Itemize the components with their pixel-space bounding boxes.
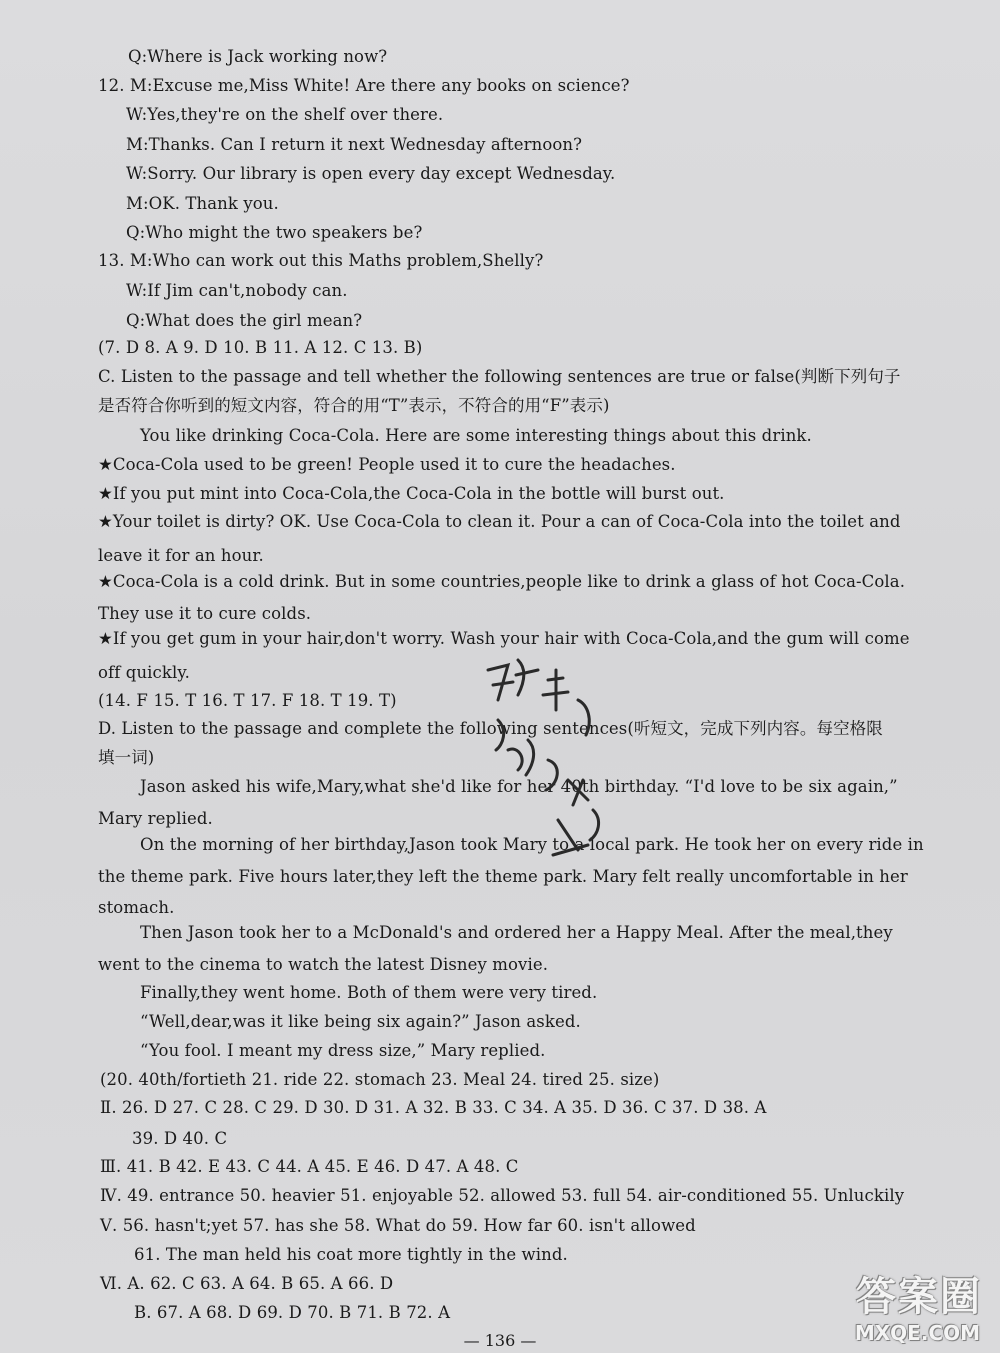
text-line: W:If Jim can't,nobody can. (126, 281, 348, 300)
text-line: C. Listen to the passage and tell whether the following sentences are true or false(判断下列句子 (98, 367, 901, 386)
text-line: W:Sorry. Our library is open every day except Wednesday. (126, 164, 616, 183)
text-line: “Well,dear,was it like being six again?” Jason asked. (140, 1012, 581, 1031)
text-line: Then Jason took her to a McDonald's and ordered her a Happy Meal. After the meal,they (140, 923, 893, 942)
text-line: Q:Who might the two speakers be? (126, 223, 423, 242)
text-line: B. 67. A 68. D 69. D 70. B 71. B 72. A (134, 1303, 451, 1322)
site-logo (840, 1265, 990, 1345)
text-line: D. Listen to the passage and complete the following sentences(听短文，完成下列内容。每空格限 (98, 719, 883, 738)
text-line: went to the cinema to watch the latest Disney movie. (98, 955, 549, 974)
text-line: Ⅱ. 26. D 27. C 28. C 29. D 30. D 31. A 32. B 33. C 34. A 35. D 36. C 37. D 38. A (100, 1098, 767, 1117)
text-line: You like drinking Coca-Cola. Here are some interesting things about this drink. (140, 426, 812, 445)
handwritten-watermark (468, 650, 628, 900)
text-line: 是否符合你听到的短文内容，符合的用“T”表示，不符合的用“F”表示) (98, 396, 610, 415)
text-line: ★Your toilet is dirty? OK. Use Coca-Cola to clean it. Pour a can of Coca-Cola into the toilet and (98, 512, 901, 531)
text-line: 61. The man held his coat more tightly in the wind. (134, 1245, 568, 1264)
text-line: They use it to cure colds. (98, 604, 312, 623)
text-line: (20. 40th/fortieth 21. ride 22. stomach 23. Meal 24. tired 25. size) (100, 1070, 660, 1089)
text-line: off quickly. (98, 663, 190, 682)
text-line: 12. M:Excuse me,Miss White! Are there any books on science? (98, 76, 630, 95)
text-line: On the morning of her birthday,Jason took Mary to a local park. He took her on every ride in (140, 835, 924, 854)
text-line: ★Coca-Cola used to be green! People used it to cure the headaches. (98, 455, 676, 474)
text-line: 39. D 40. C (132, 1129, 228, 1148)
logo-en-text: MXQE.COM (854, 1321, 980, 1345)
text-line: “You fool. I meant my dress size,” Mary replied. (140, 1041, 546, 1060)
text-line: M:Thanks. Can I return it next Wednesday afternoon? (126, 135, 583, 154)
text-line: ★Coca-Cola is a cold drink. But in some countries,people like to drink a glass of hot Coca-Cola. (98, 572, 906, 591)
text-line: (7. D 8. A 9. D 10. B 11. A 12. C 13. B) (98, 338, 423, 357)
text-line: Jason asked his wife,Mary,what she'd like for her 40th birthday. “I'd love to be six again,” (140, 777, 898, 796)
text-line: leave it for an hour. (98, 546, 264, 565)
text-line: ★If you put mint into Coca-Cola,the Coca-Cola in the bottle will burst out. (98, 484, 725, 503)
text-line: Ⅵ. A. 62. C 63. A 64. B 65. A 66. D (100, 1274, 394, 1293)
logo-cn-text: 答案圈 (856, 1274, 982, 1320)
text-line: W:Yes,they're on the shelf over there. (126, 105, 444, 124)
text-line: Ⅲ. 41. B 42. E 43. C 44. A 45. E 46. D 47. A 48. C (100, 1157, 519, 1176)
page-number: — 136 — (463, 1331, 537, 1350)
text-line: Finally,they went home. Both of them were very tired. (140, 983, 598, 1002)
text-line: Ⅳ. 49. entrance 50. heavier 51. enjoyable 52. allowed 53. full 54. air-conditioned 55. Unluckily (100, 1186, 905, 1205)
text-line: 填一词) (98, 748, 155, 767)
text-line: Mary replied. (98, 809, 213, 828)
text-line: 13. M:Who can work out this Maths problem,Shelly? (98, 251, 544, 270)
text-line: M:OK. Thank you. (126, 194, 279, 213)
text-line: (14. F 15. T 16. T 17. F 18. T 19. T) (98, 691, 397, 710)
text-line: the theme park. Five hours later,they left the theme park. Mary felt really uncomfortable in her (98, 867, 908, 886)
text-line: Q:What does the girl mean? (126, 311, 363, 330)
text-line: Q:Where is Jack working now? (128, 47, 388, 66)
text-line: ★If you get gum in your hair,don't worry. Wash your hair with Coca-Cola,and the gum will come (98, 629, 910, 648)
text-line: stomach. (98, 898, 175, 917)
text-line: Ⅴ. 56. hasn't;yet 57. has she 58. What do 59. How far 60. isn't allowed (100, 1216, 696, 1235)
